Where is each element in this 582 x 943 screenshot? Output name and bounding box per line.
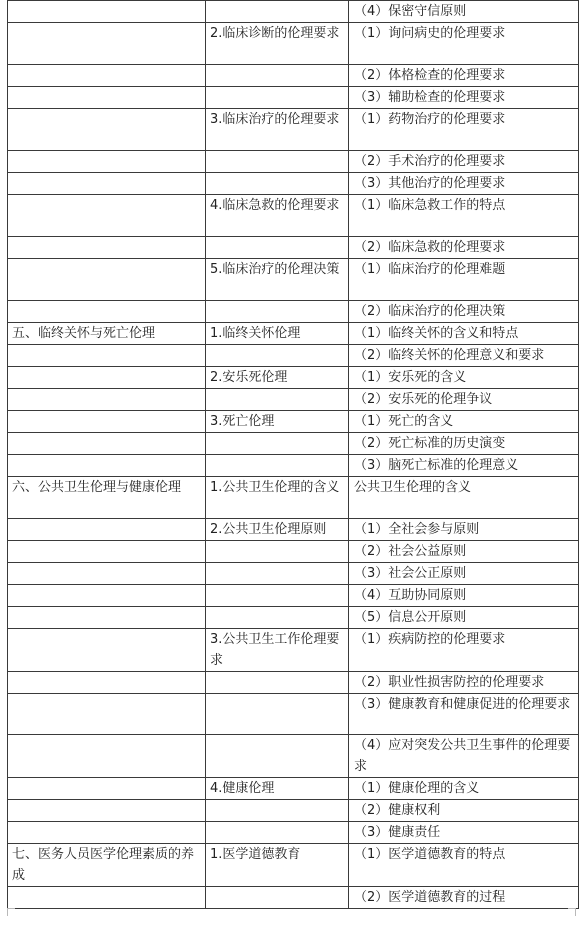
topic-cell — [206, 65, 349, 87]
topic-cell — [206, 822, 349, 844]
topic-cell — [206, 87, 349, 109]
page-corner-mark-right — [568, 908, 576, 916]
outline-table-body — [8, 1, 579, 909]
table-row — [8, 1, 579, 23]
table-row — [8, 672, 579, 694]
item-cell: （1）临床急救工作的特点 — [349, 195, 579, 237]
table-row — [8, 541, 579, 563]
outline-table-container — [7, 0, 578, 909]
item-cell: （5）信息公开原则 — [349, 607, 579, 629]
topic-cell — [206, 541, 349, 563]
section-cell — [8, 585, 206, 607]
table-row — [8, 844, 579, 887]
table-row — [8, 65, 579, 87]
topic-cell — [206, 345, 349, 367]
section-cell — [8, 195, 206, 237]
item-cell: （2）安乐死的伦理争议 — [349, 389, 579, 411]
table-row — [8, 109, 579, 151]
item-cell: （2）临终关怀的伦理意义和要求 — [349, 345, 579, 367]
table-row — [8, 389, 579, 411]
item-cell: （2）健康权利 — [349, 800, 579, 822]
table-row — [8, 585, 579, 607]
topic-cell — [206, 672, 349, 694]
topic-cell — [206, 607, 349, 629]
table-row — [8, 477, 579, 519]
outline-table — [7, 0, 579, 909]
section-cell — [8, 151, 206, 173]
section-cell — [8, 345, 206, 367]
topic-cell: 4.健康伦理 — [206, 778, 349, 800]
table-row — [8, 23, 579, 65]
table-row — [8, 151, 579, 173]
table-row — [8, 455, 579, 477]
item-cell: （1）询问病史的伦理要求 — [349, 23, 579, 65]
topic-cell — [206, 585, 349, 607]
topic-cell: 2.安乐死伦理 — [206, 367, 349, 389]
section-cell — [8, 259, 206, 301]
topic-cell — [206, 237, 349, 259]
section-cell — [8, 433, 206, 455]
table-row — [8, 367, 579, 389]
topic-cell — [206, 1, 349, 23]
topic-cell: 3.公共卫生工作伦理要求 — [206, 629, 349, 672]
section-cell — [8, 411, 206, 433]
section-cell — [8, 87, 206, 109]
topic-cell — [206, 735, 349, 778]
table-row — [8, 800, 579, 822]
item-cell: （3）辅助检查的伦理要求 — [349, 87, 579, 109]
topic-cell: 3.死亡伦理 — [206, 411, 349, 433]
section-cell — [8, 23, 206, 65]
table-row — [8, 345, 579, 367]
topic-cell — [206, 389, 349, 411]
topic-cell — [206, 301, 349, 323]
section-cell — [8, 519, 206, 541]
table-row — [8, 173, 579, 195]
topic-cell — [206, 800, 349, 822]
item-cell: （2）职业性损害防控的伦理要求 — [349, 672, 579, 694]
section-cell: 七、医务人员医学伦理素质的养成 — [8, 844, 206, 887]
table-row — [8, 519, 579, 541]
topic-cell: 2.公共卫生伦理原则 — [206, 519, 349, 541]
item-cell: （1）临终关怀的含义和特点 — [349, 323, 579, 345]
section-cell — [8, 367, 206, 389]
page-corner-mark-left — [7, 908, 15, 916]
section-cell — [8, 607, 206, 629]
topic-cell: 1.医学道德教育 — [206, 844, 349, 887]
item-cell: （3）健康责任 — [349, 822, 579, 844]
section-cell — [8, 173, 206, 195]
section-cell — [8, 887, 206, 909]
table-row — [8, 237, 579, 259]
table-row — [8, 607, 579, 629]
item-cell: （1）疾病防控的伦理要求 — [349, 629, 579, 672]
section-cell — [8, 389, 206, 411]
section-cell — [8, 65, 206, 87]
topic-cell: 3.临床治疗的伦理要求 — [206, 109, 349, 151]
item-cell: （3）社会公正原则 — [349, 563, 579, 585]
item-cell: 公共卫生伦理的含义 — [349, 477, 579, 519]
topic-cell: 2.临床诊断的伦理要求 — [206, 23, 349, 65]
section-cell — [8, 629, 206, 672]
item-cell: （4）保密守信原则 — [349, 1, 579, 23]
section-cell — [8, 672, 206, 694]
item-cell: （2）临床治疗的伦理决策 — [349, 301, 579, 323]
table-row — [8, 694, 579, 735]
section-cell — [8, 694, 206, 735]
table-row — [8, 195, 579, 237]
item-cell: （4）应对突发公共卫生事件的伦理要求 — [349, 735, 579, 778]
table-row — [8, 301, 579, 323]
table-row — [8, 563, 579, 585]
section-cell — [8, 237, 206, 259]
topic-cell: 5.临床治疗的伦理决策 — [206, 259, 349, 301]
topic-cell — [206, 151, 349, 173]
item-cell: （2）手术治疗的伦理要求 — [349, 151, 579, 173]
item-cell: （2）死亡标准的历史演变 — [349, 433, 579, 455]
item-cell: （4）互助协同原则 — [349, 585, 579, 607]
topic-cell — [206, 563, 349, 585]
section-cell — [8, 822, 206, 844]
section-cell — [8, 455, 206, 477]
table-row — [8, 887, 579, 909]
item-cell: （1）全社会参与原则 — [349, 519, 579, 541]
item-cell: （1）临床治疗的伦理难题 — [349, 259, 579, 301]
topic-cell — [206, 887, 349, 909]
table-row — [8, 259, 579, 301]
item-cell: （3）脑死亡标准的伦理意义 — [349, 455, 579, 477]
item-cell: （3）其他治疗的伦理要求 — [349, 173, 579, 195]
item-cell: （1）药物治疗的伦理要求 — [349, 109, 579, 151]
item-cell: （3）健康教育和健康促进的伦理要求 — [349, 694, 579, 735]
table-row — [8, 778, 579, 800]
topic-cell: 1.临终关怀伦理 — [206, 323, 349, 345]
topic-cell — [206, 694, 349, 735]
topic-cell — [206, 433, 349, 455]
item-cell: （1）死亡的含义 — [349, 411, 579, 433]
section-cell — [8, 563, 206, 585]
topic-cell — [206, 173, 349, 195]
section-cell — [8, 800, 206, 822]
section-cell — [8, 541, 206, 563]
item-cell: （2）体格检查的伦理要求 — [349, 65, 579, 87]
table-row — [8, 323, 579, 345]
section-cell — [8, 1, 206, 23]
topic-cell: 1.公共卫生伦理的含义 — [206, 477, 349, 519]
item-cell: （2）临床急救的伦理要求 — [349, 237, 579, 259]
item-cell: （2）医学道德教育的过程 — [349, 887, 579, 909]
item-cell: （2）社会公益原则 — [349, 541, 579, 563]
item-cell: （1）健康伦理的含义 — [349, 778, 579, 800]
topic-cell — [206, 455, 349, 477]
table-row — [8, 735, 579, 778]
table-row — [8, 411, 579, 433]
section-cell — [8, 109, 206, 151]
item-cell: （1）医学道德教育的特点 — [349, 844, 579, 887]
section-cell — [8, 778, 206, 800]
table-row — [8, 822, 579, 844]
section-cell — [8, 735, 206, 778]
section-cell — [8, 301, 206, 323]
section-cell: 五、临终关怀与死亡伦理 — [8, 323, 206, 345]
topic-cell: 4.临床急救的伦理要求 — [206, 195, 349, 237]
table-row — [8, 87, 579, 109]
section-cell: 六、公共卫生伦理与健康伦理 — [8, 477, 206, 519]
item-cell: （1）安乐死的含义 — [349, 367, 579, 389]
table-row — [8, 433, 579, 455]
table-row — [8, 629, 579, 672]
